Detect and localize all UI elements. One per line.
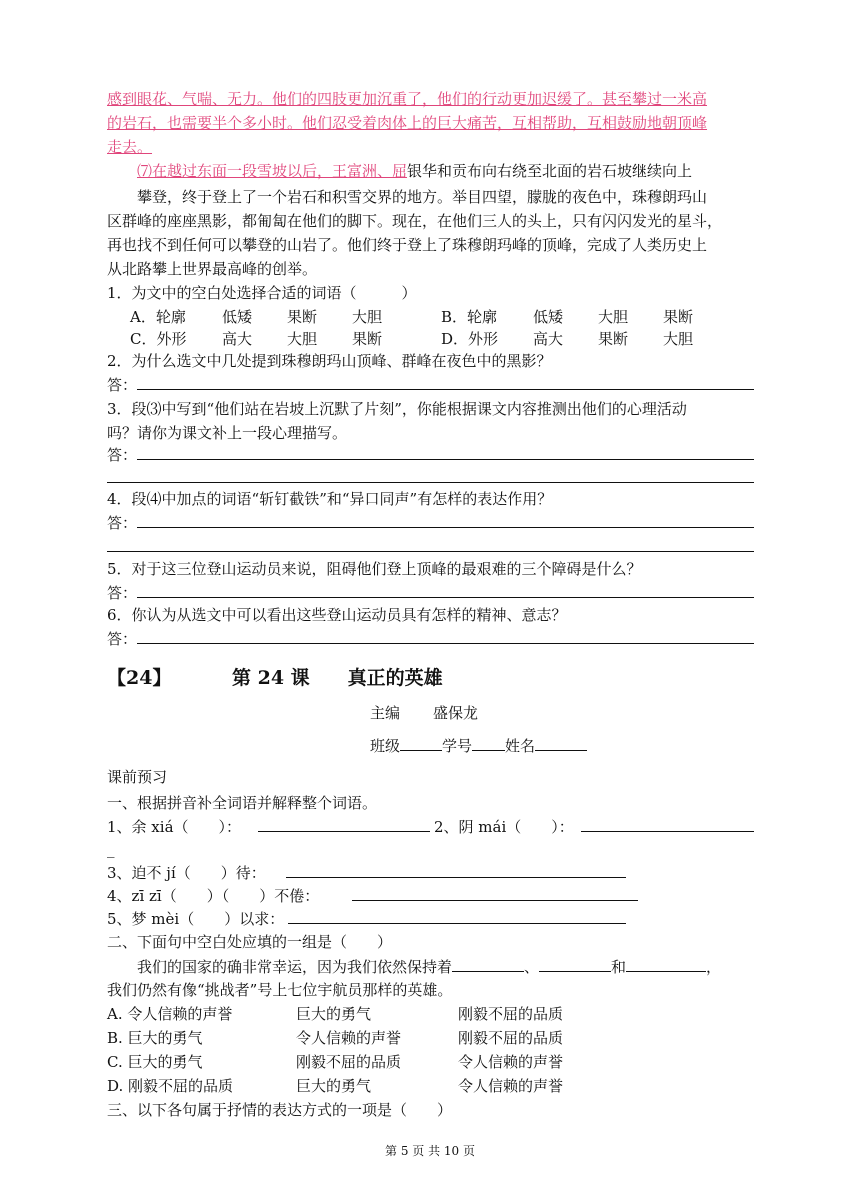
item-1-field[interactable] [258,831,430,832]
item-3: 3、迫不 jí（ ）待： [107,864,266,882]
option-a-word: 大胆 [352,308,383,326]
sentence-separator: 、 [524,958,540,976]
answer-line[interactable] [137,597,754,598]
option-b-word: 果断 [663,308,694,326]
preview-heading: 课前预习 [107,768,168,786]
sentence-separator: 和 [611,958,627,976]
s2-option-b-word: 令人信赖的声誉 [296,1029,402,1047]
option-d-word: 果断 [598,330,629,348]
class-label: 班级 [370,737,401,755]
s2-option-d-word: 令人信赖的声誉 [458,1077,564,1095]
question-3: 3．段⑶中写到“他们站在岩坡上沉默了片刻”，你能根据课文内容推测出他们的心理活动 [107,400,687,418]
student-info [370,734,587,757]
question-5: 5．对于这三位登山运动员来说，阻碍他们登上顶峰的最艰难的三个障碍是什么？ [107,560,642,578]
section-2-sentence [137,955,721,978]
answer-line[interactable] [137,527,754,528]
item-1: 1、余 xiá（ ）： [107,818,242,836]
passage-line: 感到眼花、气喘、无力。他们的四肢更加沉重了，他们的行动更加迟缓了。甚至攀过一米高 [107,90,708,108]
answer-label: 答： [107,630,138,648]
answer-label: 答： [107,376,138,394]
option-b-word: 大胆 [598,308,629,326]
answer-line[interactable] [137,389,754,390]
section-1-heading: 一、根据拼音补全词语并解释整个词语。 [107,794,378,812]
passage-pink-text: ⑺在越过东面一段雪坡以后，王富洲、屈 [137,162,408,180]
id-field[interactable] [472,734,505,751]
option-b-word: 低矮 [533,308,564,326]
option-c-word: 大胆 [287,330,318,348]
name-field[interactable] [535,734,587,751]
question-6: 6．你认为从选文中可以看出这些登山运动员具有怎样的精神、意志？ [107,606,567,624]
passage-line: 再也找不到任何可以攀登的山岩了。他们终于登上了珠穆朗玛峰的顶峰，完成了人类历史上 [107,236,708,254]
passage-line: 的岩石，也需要半个多小时。他们忍受着肉体上的巨大痛苦，互相帮助，互相鼓励地朝顶峰 [107,114,708,132]
section-2-heading: 二、下面句中空白处应填的一组是（ ） [107,933,393,951]
answer-line[interactable] [137,459,754,460]
question-2: 2．为什么选文中几处提到珠穆朗玛山顶峰、群峰在夜色中的黑影？ [107,352,552,370]
s2-option-c-word: 刚毅不屈的品质 [296,1053,402,1071]
option-d: D．外形 [441,330,499,348]
option-c-word: 高大 [222,330,253,348]
id-label: 学号 [442,737,473,755]
item-2: 2、阴 mái（ ）： [434,818,574,836]
question-3-cont: 吗？请你为课文补上一段心理描写。 [107,424,348,442]
lesson-tag: 【24】 [107,667,172,689]
item-4: 4、zī zī（ ）（ ）不倦： [107,887,320,905]
passage-paragraph-7 [107,160,692,182]
blank-3[interactable] [626,955,706,972]
option-c: C．外形 [130,330,187,348]
lesson-title: 第 24 课 真正的英雄 [232,667,443,689]
item-3-field[interactable] [286,877,626,878]
blank-1[interactable] [452,955,524,972]
s2-option-d: D. 刚毅不屈的品质 [107,1077,234,1095]
s2-option-c-word: 令人信赖的声誉 [458,1053,564,1071]
option-d-word: 高大 [533,330,564,348]
option-b: B．轮廓 [441,308,498,326]
option-d-word: 大胆 [663,330,694,348]
option-a-word: 果断 [287,308,318,326]
answer-label: 答： [107,446,138,464]
editor-name: 盛保龙 [433,704,479,722]
question-4: 4．段⑷中加点的词语“斩钉截铁”和“异口同声”有怎样的表达作用？ [107,490,553,508]
s2-option-d-word: 巨大的勇气 [296,1077,372,1095]
answer-line[interactable] [107,551,754,552]
s2-option-a-word: 刚毅不屈的品质 [458,1005,564,1023]
name-label: 姓名 [505,737,536,755]
passage-line: 区群峰的座座黑影，都匍匐在他们的脚下。现在，在他们三人的头上，只有闪闪发光的星斗， [107,212,723,230]
answer-line[interactable] [107,482,754,483]
section-2-sentence-cont: 我们仍然有像“挑战者”号上七位宇航员那样的英雄。 [107,981,453,999]
passage-line: 走去。 [107,138,153,156]
answer-line[interactable] [137,643,754,644]
item-5-field[interactable] [288,923,626,924]
s2-option-a: A. 令人信赖的声誉 [107,1005,233,1023]
option-a-word: 低矮 [222,308,253,326]
item-4-field[interactable] [352,900,638,901]
s2-option-c: C. 巨大的勇气 [107,1053,203,1071]
item-2-continuation: _ [107,840,115,858]
s2-option-a-word: 巨大的勇气 [296,1005,372,1023]
passage-text: 银华和贡布向右绕至北面的岩石坡继续向上 [407,162,693,180]
answer-label: 答： [107,514,138,532]
passage-line: 攀登，终于登上了一个岩石和积雪交界的地方。举目四望，朦胧的夜色中，珠穆朗玛山 [137,188,708,206]
page-footer: 第 5 页 共 10 页 [385,1144,475,1158]
option-a: A．轮廓 [130,308,186,326]
s2-option-b: B. 巨大的勇气 [107,1029,203,1047]
question-1: 1．为文中的空白处选择合适的词语（ ） [107,284,417,302]
blank-2[interactable] [539,955,611,972]
editor-label: 主编 [370,704,401,722]
item-2-field[interactable] [581,831,754,832]
passage-line: 从北路攀上世界最高峰的创举。 [107,260,318,278]
sentence-end: ， [706,958,722,976]
section-3-heading: 三、以下各句属于抒情的表达方式的一项是（ ） [107,1101,453,1119]
option-c-word: 果断 [352,330,383,348]
item-5: 5、梦 mèi（ ）以求： [107,910,285,928]
s2-option-b-word: 刚毅不屈的品质 [458,1029,564,1047]
answer-label: 答： [107,584,138,602]
sentence-text: 我们的国家的确非常幸运，因为我们依然保持着 [137,958,453,976]
class-field[interactable] [400,734,442,751]
